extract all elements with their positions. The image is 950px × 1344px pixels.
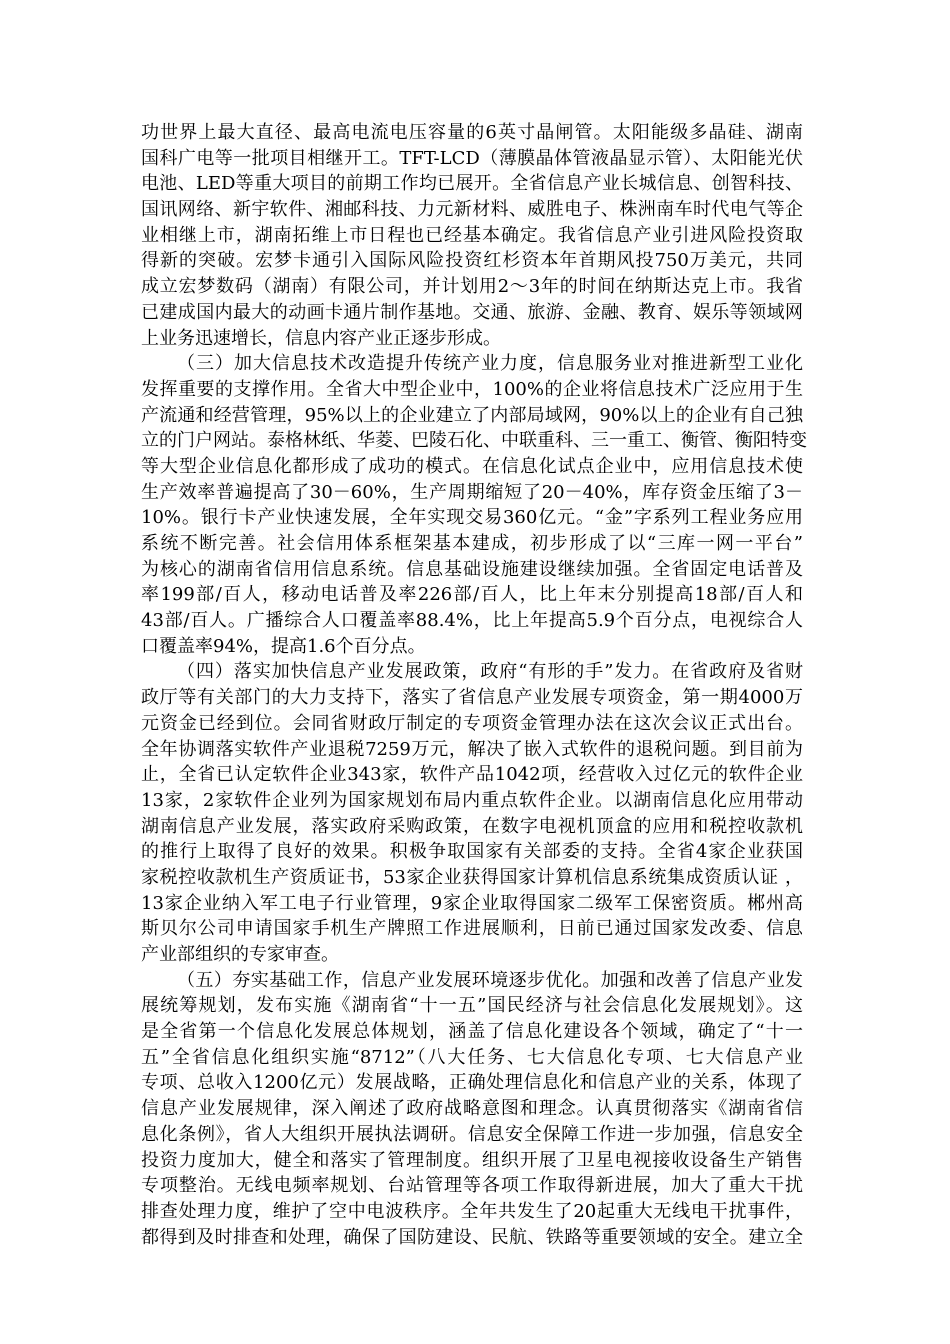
text-line: 口覆盖率94%，提高1.6个百分点。 [141,635,426,657]
text-line: 政厅等有关部门的大力支持下，落实了省信息产业发展专项资金，第一期4000万 [141,687,803,709]
text-line: 产流通和经营管理，95%以上的企业建立了内部局域网，90%以上的企业有自己独 [141,404,803,426]
text-line: 息化条例》，省人大组织开展执法调研。信息安全保障工作进一步加强，信息安全 [141,1123,803,1145]
text-line: （四）落实加快信息产业发展政策，政府“有形的手”发力。在省政府及省财 [177,661,803,683]
text-line: 排查处理力度，维护了空中电波秩序。全年共发生了20起重大无线电干扰事件， [141,1200,803,1222]
text-line: 上业务迅速增长，信息内容产业正逐步形成。 [141,327,501,349]
text-line: 发挥重要的支撑作用。全省大中型企业中，100%的企业将信息技术广泛应用于生 [141,378,803,400]
text-line: （三）加大信息技术改造提升传统产业力度，信息服务业对推进新型工业化 [177,353,803,375]
text-line: 都得到及时排查和处理，确保了国防建设、民航、铁路等重要领域的安全。建立全 [141,1226,803,1248]
text-line: 13家，2家软件企业列为国家规划布局内重点软件企业。以湖南信息化应用带动 [141,789,803,811]
text-line: 国科广电等一批项目相继开工。TFT-LCD（薄膜晶体管液晶显示管）、太阳能光伏 [141,147,803,169]
text-line: 专项整治。无线电频率规划、台站管理等各项工作取得新进展，加大了重大干扰 [141,1175,803,1197]
text-line: 成立宏梦数码（湖南）有限公司，并计划用2～3年的时间在纳斯达克上市。我省 [141,276,803,298]
text-line: 业相继上市，湖南拓维上市日程也已经基本确定。我省信息产业引进风险投资取 [141,224,803,246]
text-line: 是全省第一个信息化发展总体规划，涵盖了信息化建设各个领域，确定了“十一 [141,1021,803,1043]
text-line: 功世界上最大直径、最高电流电压容量的6英寸晶闸管。太阳能级多晶硅、湖南 [141,122,803,143]
text-line: 专项、总收入1200亿元）发展战略，正确处理信息化和信息产业的关系，体现了 [141,1072,803,1094]
paragraph [141,659,803,967]
text-line: 全年协调落实软件产业退税7259万元，解决了嵌入式软件的退税问题。到目前为 [141,738,803,760]
text-line: 展统筹规划，发布实施《湖南省“十一五”国民经济与社会信息化发展规划》。这 [141,995,803,1017]
text-line: （五）夯实基础工作，信息产业发展环境逐步优化。加强和改善了信息产业发 [177,969,803,991]
text-line: 国讯网络、新宇软件、湘邮科技、力元新材料、威胜电子、株洲南车时代电气等企 [141,199,803,221]
text-line: 电池、LED等重大项目的前期工作均已展开。全省信息产业长城信息、创智科技、 [141,173,803,195]
text-line: 43部/百人。广播综合人口覆盖率88.4%，比上年提高5.9个百分点，电视综合人 [141,610,803,632]
text-line: 信息产业发展规律，深入阐述了政府战略意图和理念。认真贯彻落实《湖南省信 [141,1098,803,1120]
text-line: 等大型企业信息化都形成了成功的模式。在信息化试点企业中，应用信息技术使 [141,455,803,477]
text-line: 立的门户网站。泰格林纸、华菱、巴陵石化、中联重科、三一重工、衡管、衡阳特变 [141,430,807,452]
paragraph [141,120,803,351]
text-line: 13家企业纳入军工电子行业管理，9家企业取得国家二级军工保密资质。郴州高 [141,892,803,914]
text-line: 已建成国内最大的动画卡通片制作基地。交通、旅游、金融、教育、娱乐等领域网 [141,301,803,323]
text-line: 得新的突破。宏梦卡通引入国际风险投资红杉资本年首期风投750万美元，共同 [141,250,803,272]
paragraph [141,968,803,1251]
text-line: 斯贝尔公司申请国家手机生产牌照工作进展顺利，日前已通过国家发改委、信息 [141,918,803,940]
text-line: 家税控收款机生产资质证书，53家企业获得国家计算机信息系统集成资质认证 ， [141,866,803,888]
text-line: 的推行上取得了良好的效果。积极争取国家有关部委的支持。全省4家企业获国 [141,841,803,863]
text-line: 元资金已经到位。会同省财政厅制定的专项资金管理办法在这次会议正式出台。 [141,712,803,734]
document-page [141,120,807,1250]
text-line: 生产效率普遍提高了30－60%，生产周期缩短了20－40%，库存资金压缩了3－ [141,481,803,503]
text-line: 系统不断完善。社会信用体系框架基本建成，初步形成了以“三库一网一平台” [141,533,803,554]
text-line: 产业部组织的专家审查。 [141,944,339,965]
text-line: 为核心的湖南省信用信息系统。信息基础设施建设继续加强。全省固定电话普及 [141,558,803,580]
text-line: 湖南信息产业发展，落实政府采购政策，在数字电视机顶盒的应用和税控收款机 [141,815,803,837]
text-line: 率199部/百人，移动电话普及率226部/百人，比上年末分别提高18部/百人和 [141,584,803,606]
text-line: 五”全省信息化组织实施“8712”（八大任务、七大信息化专项、七大信息产业 [141,1046,803,1068]
paragraph [141,351,807,659]
text-line: 投资力度加大，健全和落实了管理制度。组织开展了卫星电视接收设备生产销售 [141,1149,803,1171]
text-line: 10%。银行卡产业快速发展，全年实现交易360亿元。“金”字系列工程业务应用 [141,507,803,529]
text-line: 止，全省已认定软件企业343家，软件产品1042项，经营收入过亿元的软件企业 [141,764,803,786]
